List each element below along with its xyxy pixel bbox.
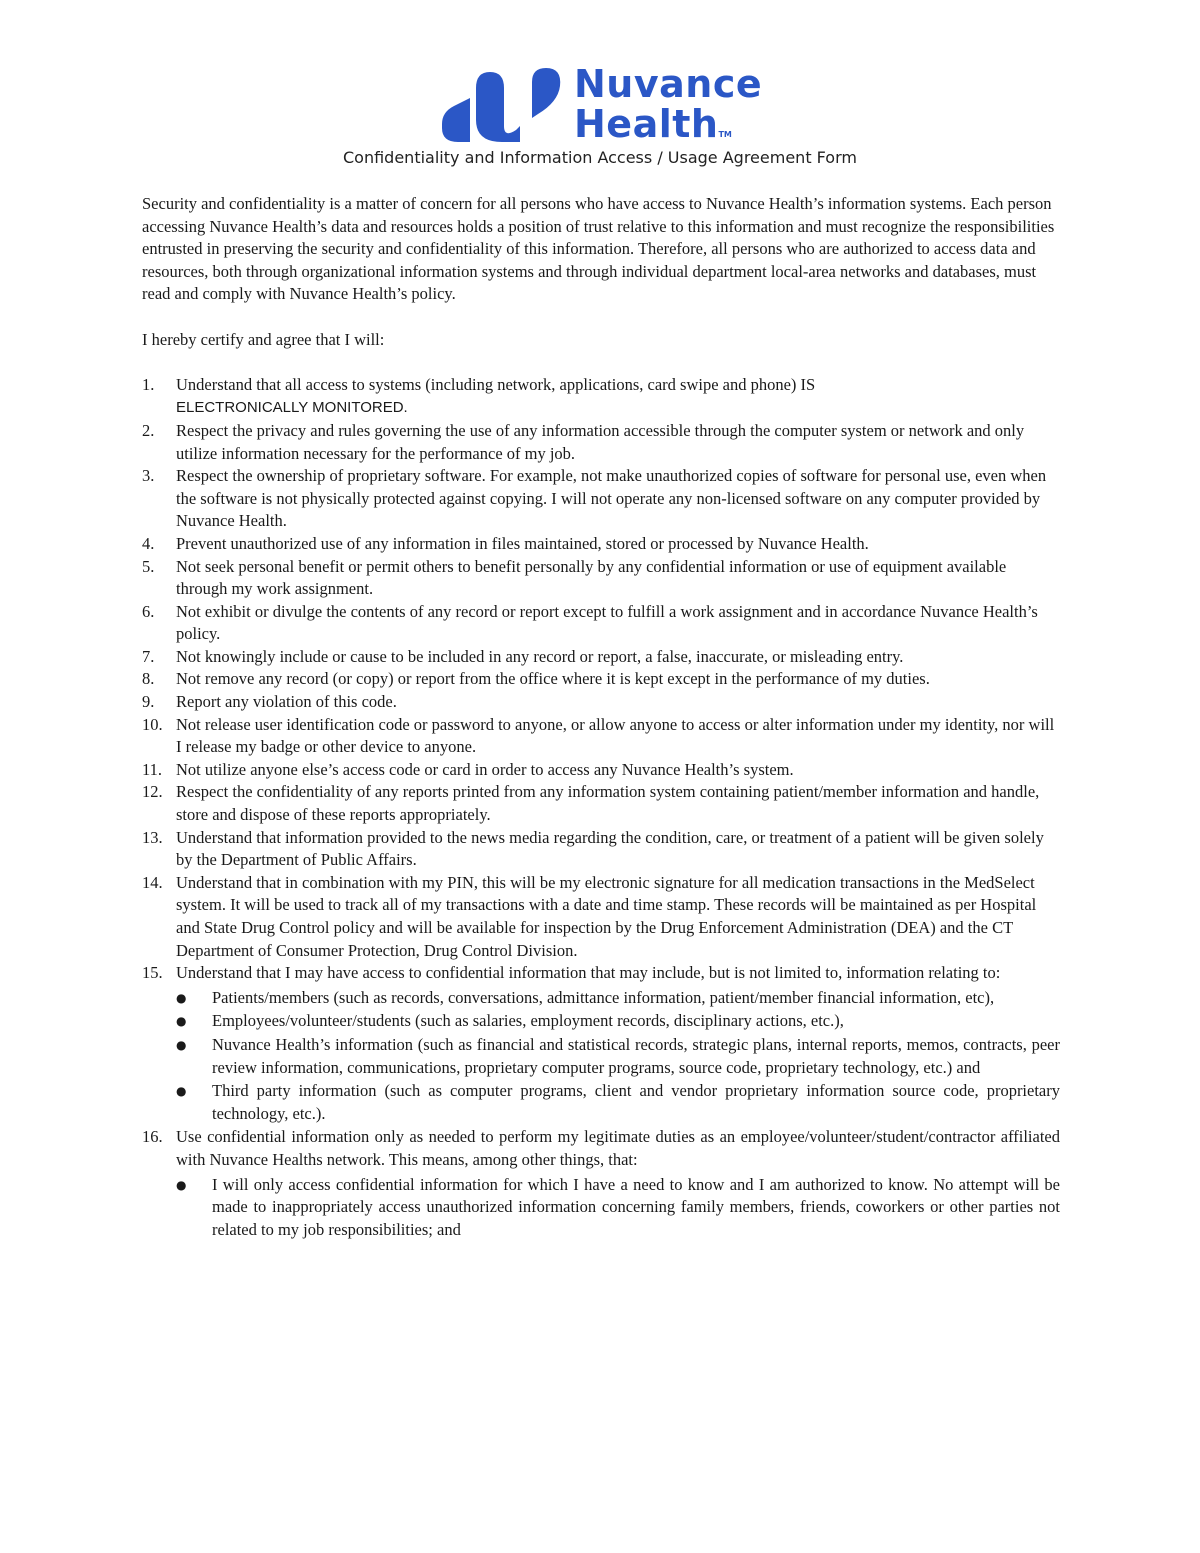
nuvance-logo-mark-icon [440,66,570,148]
list-item [142,691,1060,714]
sub-item-text: I will only access confidential information for which I have a need to know and I am authorized to know. No attempt will be made to inappropriately access unauthorized information concerning family members, friends, coworkers or other parties not related to my job responsibilities; and [212,1174,1060,1239]
item-text: Respect the confidentiality of any reports printed from any information system containing patient/member information and handle, store and dispose of these reports appropriately. [176,782,1040,825]
item-text: Not remove any record (or copy) or report from the office where it is kept except in the performance of my duties. [176,669,930,689]
agreement-list [142,374,1060,1242]
item-text: Understand that in combination with my PIN, this will be my electronic signature for all medication transactions in the MedSelect system. It will be used to track all of my transactions with a date and time stamp. These records will be maintained as per Hospital and State Drug Control policy and will be available for inspection by the Drug Enforcement Administration (DEA) and the CT Department of Consumer Protection, Drug Control Division. [176,872,1037,960]
bullet-icon: ● [176,1177,187,1192]
item-15-sublist [176,987,1060,1126]
item-text: Understand that I may have access to confidential information that may include, but is not limited to, information relating to: [176,963,1001,983]
list-item [142,714,1060,759]
list-item [142,556,1060,601]
item-number: 8. [142,669,155,689]
sub-item-text: Patients/members (such as records, conversations, admittance information, patient/member financial information, etc), [212,987,995,1007]
item-text: Prevent unauthorized use of any information in files maintained, stored or processed by Nuvance Health. [176,533,869,553]
sub-list-item [176,987,1060,1010]
intro-paragraph: Security and confidentiality is a matter of concern for all persons who have access to Nuvance Health’s information systems. Each person accessing Nuvance Health’s data and resources holds a position of trust relative to this information and must recognize the responsibilities entrusted in preserving the security and confidentiality of this information. Therefore, all persons who are authorized to access data and resources, both through organizational information systems and through individual department local-area networks and databases, must read and comply with Nuvance Health’s policy. [142,194,1055,304]
sub-item-text: Nuvance Health’s information (such as financial and statistical records, strategic plans, internal reports, memos, contracts, peer review information, communications, proprietary computer programs, source code, proprietary technology, etc.) and [212,1034,1060,1077]
item-text: Use confidential information only as needed to perform my legitimate duties as an employee/volunteer/student/contractor affiliated with Nuvance Healths network. This means, among other things, that: [176,1127,1060,1169]
list-item [142,420,1060,465]
item-number: 1. [142,374,155,394]
sub-list-item [176,1174,1060,1242]
bullet-icon: ● [176,1037,187,1052]
list-item [142,1126,1060,1241]
item-number: 7. [142,646,155,666]
item-text: Not utilize anyone else’s access code or card in order to access any Nuvance Health’s system. [176,759,794,779]
item-text: Not exhibit or divulge the contents of any record or report except to fulfill a work assignment and in accordance Nuvance Health’s policy. [176,601,1038,644]
item-number: 13. [142,827,163,847]
item-text: Understand that all access to systems (including network, applications, card swipe and phone) IS [176,374,816,394]
item-text: Report any violation of this code. [176,692,397,712]
item-16-sublist [176,1174,1060,1242]
item-number: 12. [142,782,163,802]
logo-wordmark [574,64,762,155]
item-number: 15. [142,963,163,983]
list-item [142,465,1060,533]
trademark-mark: TM [718,130,732,139]
item-number: 11. [142,759,163,779]
item-text: Understand that information provided to the news media regarding the condition, care, or treatment of a patient will be given solely by the Department of Public Affairs. [176,827,1044,870]
sub-list-item [176,1034,1060,1079]
nuvance-health-logo [440,62,770,148]
list-item [142,668,1060,691]
item-text: Not seek personal benefit or permit others to benefit personally by any confidential information or use of equipment available through my work assignment. [176,556,1007,599]
list-item [142,827,1060,872]
form-title: Confidentiality and Information Access / Usage Agreement Form [343,148,857,167]
item-number: 5. [142,556,155,576]
item-number: 10. [142,714,163,734]
list-item [142,759,1060,782]
item-number: 4. [142,533,155,553]
document-body [142,193,1060,1242]
bullet-icon: ● [176,990,187,1005]
list-item [142,533,1060,556]
list-item [142,646,1060,669]
item-number: 9. [142,692,155,712]
item-number: 16. [142,1127,163,1147]
item-text: Not release user identification code or password to anyone, or allow anyone to access or alter information under my identity, nor will I release my badge or other device to anyone. [176,714,1055,757]
list-item [142,962,1060,1125]
sub-list-item [176,1010,1060,1033]
list-item [142,601,1060,646]
item-text: Not knowingly include or cause to be included in any record or report, a false, inaccurate, or misleading entry. [176,646,904,666]
item-text: Respect the ownership of proprietary software. For example, not make unauthorized copies of software for personal use, even when the software is not physically protected against copying. I will not operate any non-licensed software on any computer provided by Nuvance Health. [176,466,1047,531]
item-number: 6. [142,601,155,621]
list-item [142,872,1060,962]
item-number: 14. [142,872,163,892]
bullet-icon: ● [176,1084,187,1099]
item-text-emphasis: ELECTRONICALLY MONITORED. [176,399,408,417]
list-item [142,374,1060,420]
item-number: 3. [142,466,155,486]
item-number: 2. [142,420,155,440]
sub-item-text: Third party information (such as computer programs, client and vendor proprietary information source code, proprietary technology, etc.). [212,1081,1060,1123]
sub-item-text: Employees/volunteer/students (such as salaries, employment records, disciplinary actions, etc.), [212,1011,844,1031]
bullet-icon: ● [176,1014,187,1029]
logo-line-1: Nuvance [574,62,763,106]
certify-statement: I hereby certify and agree that I will: [142,329,385,349]
sub-list-item [176,1080,1060,1125]
item-text: Respect the privacy and rules governing the use of any information accessible through the computer system or network and only utilize information necessary for the performance of my job. [176,420,1025,463]
logo-line-2-text: Health [574,102,719,146]
list-item [142,781,1060,826]
